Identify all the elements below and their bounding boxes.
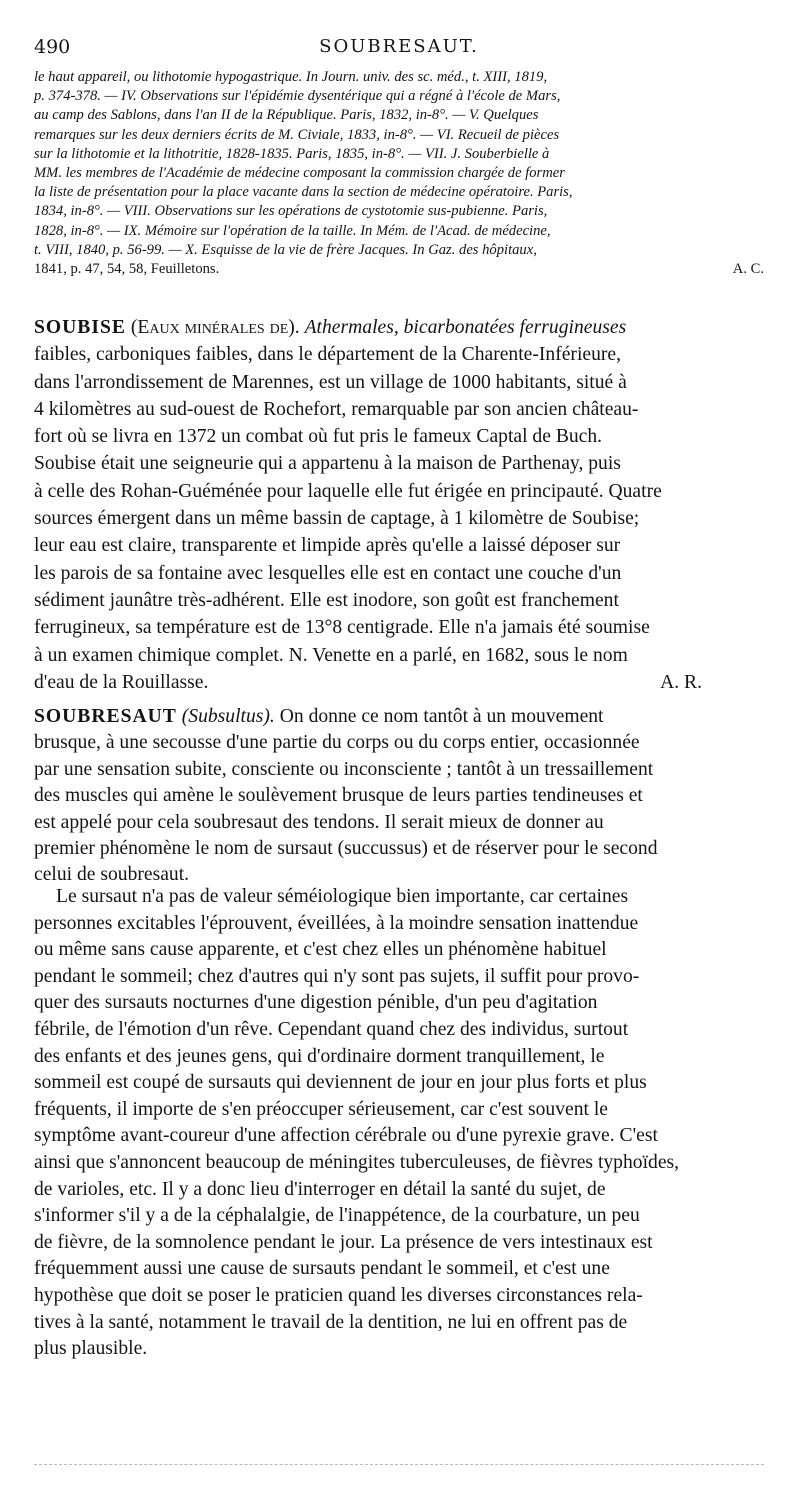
paragraph-line: hypothèse que doit se poser le praticien quand les diverses circonstances rela- [34, 1284, 643, 1306]
soubise-signature: A. R. [660, 671, 702, 693]
paragraph-line: tives à la santé, notamment le travail de la dentition, ne lui en offrent pas de [34, 1311, 628, 1333]
paragraph-line: ou même sans cause apparente, et c'est chez elles un phénomène habituel [34, 939, 607, 961]
soubresaut-line: brusque, à une secousse d'une partie du corps ou du corps entier, occasionnée [34, 732, 640, 754]
paragraph-line: quer des sursauts nocturnes d'une digestion pénible, d'un peu d'agitation [34, 992, 598, 1014]
paragraph-line: sommeil est coupé de sursauts qui deviennent de jour en jour plus forts et plus [34, 1072, 647, 1094]
soubresaut-first-line [34, 704, 764, 730]
soubise-line: 4 kilomètres au sud-ouest de Rochefort, remarquable par son ancien château- [34, 398, 639, 420]
biblio-line: au camp des Sablons, dans l'an II de la République. Paris, 1832, in-8°. — V. Quelques [34, 107, 539, 124]
soubresaut-latin: (Subsultus). [181, 706, 275, 727]
paragraph-line: fréquents, il importe de s'en préoccuper sérieusement, car c'est souvent le [34, 1098, 608, 1120]
soubise-line: faibles, carboniques faibles, dans le département de la Charente-Inférieure, [34, 344, 621, 366]
soubresaut-line: des muscles qui amène le soulèvement brusque de leurs parties tendineuses et [34, 785, 643, 807]
biblio-line: t. VIII, 1840, p. 56-99. — X. Esquisse de la vie de frère Jacques. In Gaz. des hôpitaux, [34, 241, 537, 258]
soubresaut-line: par une sensation subite, consciente ou inconsciente ; tantôt à un tressaillement [34, 758, 654, 780]
soubresaut-line: est appelé pour cela soubresaut des tendons. Il serait mieux de donner au [34, 811, 604, 833]
paragraph-line: fréquemment aussi une cause de sursauts pendant le sommeil, et c'est une [34, 1258, 610, 1280]
biblio-line: remarques sur les deux derniers écrits de M. Civiale, 1833, in-8°. — VI. Recueil de pièces [34, 126, 560, 143]
biblio-signature: A. C. [732, 261, 764, 278]
soubresaut-line: celui de soubresaut. [34, 864, 190, 886]
soubise-line: ferrugineux, sa température est de 13°8 centigrade. Elle n'a jamais été soumise [34, 617, 650, 639]
soubise-last-line [34, 669, 764, 696]
biblio-line: le haut appareil, ou lithotomie hypogastrique. In Journ. univ. des sc. méd., t. XIII, 1819, [34, 69, 548, 85]
soubise-line: Athermales, bicarbonatées ferrugineuses [304, 317, 627, 338]
biblio-line: p. 374-378. — IV. Observations sur l'épidémie dysentérique qui a régné à l'école de Mars, [34, 88, 561, 105]
soubise-line: à celle des Rohan-Guéménée pour laquelle elle fut érigée en principauté. Quatre [34, 480, 662, 502]
paragraph-line: fébrile, de l'émotion d'un rêve. Cependant quand chez des individus, surtout [34, 1018, 629, 1040]
sursaut-paragraph [34, 884, 764, 1363]
paragraph-line: des enfants et des jeunes gens, qui d'ordinaire dorment tranquillement, le [34, 1045, 605, 1067]
biblio-line: 1834, in-8°. — VIII. Observations sur les opérations de cystotomie sus-pubienne. Paris, [34, 203, 548, 220]
soubise-line: fort où se livra en 1372 un combat où fut pris le fameux Captal de Buch. [34, 426, 603, 448]
paragraph-line: de varioles, etc. Il y a donc lieu d'interroger en détail la santé du sujet, de [34, 1178, 606, 1200]
biblio-line: la liste de présentation pour la place vacante dans la section de médecine opératoire. Paris, [34, 184, 573, 201]
biblio-line: sur la lithotomie et la lithotritie, 1828-1835. Paris, 1835, in-8°. — VII. J. Souberbielle à [34, 145, 550, 162]
page-number: 490 [34, 36, 71, 58]
paragraph-line: ainsi que s'annoncent beaucoup de méningites tuberculeuses, de fièvres typhoïdes, [34, 1151, 680, 1173]
soubise-line: Soubise était une seigneurie qui a appartenu à la maison de Parthenay, puis [34, 453, 621, 475]
soubise-line: les parois de sa fontaine avec lesquelles elle est en contact une couche d'un [34, 562, 622, 584]
soubise-first-line [34, 314, 764, 341]
soubresaut-line: On donne ce nom tantôt à un mouvement [279, 706, 604, 727]
biblio-line: MM. les membres de l'Académie de médecine composant la commission chargée de former [34, 165, 565, 182]
soubresaut-term: SOUBRESAUT [34, 706, 177, 727]
soubise-line: leur eau est claire, transparente et limpide après qu'elle a laissé déposer sur [34, 535, 621, 557]
biblio-line: 1841, p. 47, 54, 58, Feuilletons. [34, 261, 220, 278]
bibliography-block [34, 68, 764, 279]
soubise-article [34, 314, 764, 696]
soubise-line: à un examen chimique complet. N. Venette en a parlé, en 1682, sous le nom [34, 644, 628, 666]
footer-divider [34, 1464, 764, 1465]
soubise-line: d'eau de la Rouillasse. [34, 671, 209, 693]
paragraph-line: de fièvre, de la somnolence pendant le jour. La présence de vers intestinaux est [34, 1231, 653, 1253]
soubise-line: sources émergent dans un même bassin de captage, à 1 kilomètre de Soubise; [34, 508, 640, 530]
paragraph-line: symptôme avant-coureur d'une affection cérébrale ou d'une pyrexie grave. C'est [34, 1125, 658, 1147]
biblio-line: 1828, in-8°. — IX. Mémoire sur l'opération de la taille. In Mém. de l'Acad. de médecine, [34, 222, 551, 239]
page-header [34, 36, 764, 60]
running-head: SOUBRESAUT. [319, 36, 479, 57]
soubise-term: SOUBISE [34, 317, 126, 338]
paragraph-line: personnes excitables l'éprouvent, éveillées, à la moindre sensation inattendue [34, 912, 639, 934]
soubresaut-line: premier phénomène le nom de sursaut (succussus) et de réserver pour le second [34, 838, 658, 860]
soubise-line: dans l'arrondissement de Marennes, est un village de 1000 habitants, situé à [34, 371, 627, 393]
soubise-line: sédiment jaunâtre très-adhérent. Elle est inodore, son goût est franchement [34, 589, 619, 611]
paragraph-line: s'informer s'il y a de la céphalalgie, de l'inappétence, de la courbature, un peu [34, 1205, 640, 1227]
paragraph-line: Le sursaut n'a pas de valeur séméiologique bien importante, car certaines [56, 886, 629, 907]
paragraph-line: plus plausible. [34, 1338, 148, 1360]
soubise-subtitle: (Eaux minérales de). [130, 317, 300, 338]
soubresaut-article [34, 704, 764, 889]
paragraph-line: pendant le sommeil; chez d'autres qui n'y sont pas sujets, il suffit pour provo- [34, 965, 640, 987]
